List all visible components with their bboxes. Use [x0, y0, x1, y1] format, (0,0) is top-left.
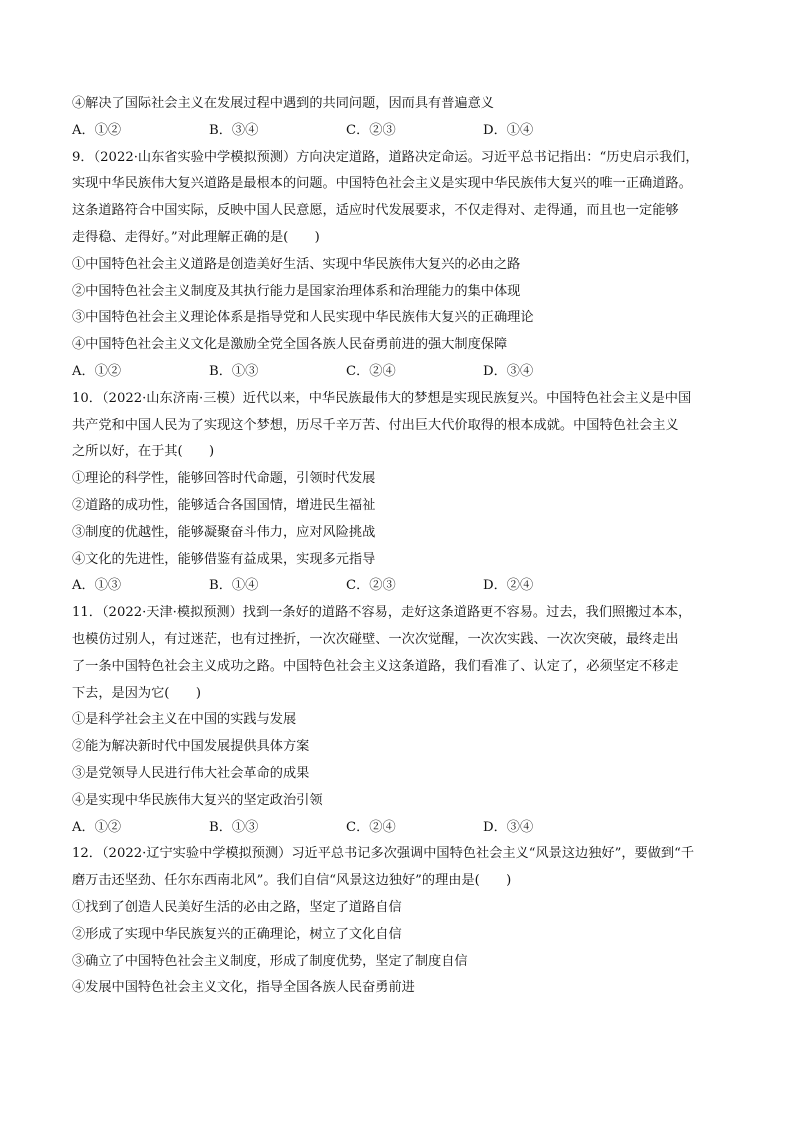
answer-option: A．①② — [72, 122, 122, 138]
text-line: ①是科学社会主义在中国的实践与发展 — [72, 712, 297, 728]
answer-option: C．②④ — [346, 819, 396, 835]
text-line: 之所以好，在于其( ) — [72, 444, 215, 460]
answer-option: C．②③ — [346, 578, 396, 594]
answer-options — [72, 815, 732, 842]
answer-option: D．③④ — [483, 363, 534, 379]
text-line: ①找到了创造人民美好生活的必由之路，坚定了道路自信 — [72, 899, 402, 915]
text-line: 共产党和中国人民为了实现这个梦想，历尽千辛万苦、付出巨大代价取得的根本成就。中国特色社会主义 — [72, 417, 679, 433]
text-line: ②道路的成功性，能够适合各国国情，增进民生福祉 — [72, 497, 376, 513]
answer-option: A．①② — [72, 819, 122, 835]
text-line: ③中国特色社会主义理论体系是指导党和人民实现中华民族伟大复兴的正确理论 — [72, 310, 534, 326]
text-line: 了一条中国特色社会主义成功之路。中国特色社会主义这条道路，我们看准了、认定了，必须坚定不移走 — [72, 658, 679, 674]
answer-option: C．②③ — [346, 122, 396, 138]
text-line: ②中国特色社会主义制度及其执行能力是国家治理体系和治理能力的集中体现 — [72, 283, 521, 299]
text-line: 实现中华民族伟大复兴道路是最根本的问题。中国特色社会主义是实现中华民族伟大复兴的唯一正确道路。 — [72, 176, 692, 192]
answer-option: D．③④ — [483, 819, 534, 835]
text-line: 10．（2022·山东济南·三模）近代以来，中华民族最伟大的梦想是实现民族复兴。中国特色社会主义是中国 — [72, 390, 692, 406]
text-line: 9．（2022·山东省实验中学模拟预测）方向决定道路，道路决定命运。习近平总书记指出：“历史启示我们， — [72, 149, 699, 165]
answer-options — [72, 118, 732, 145]
text-line: ③是党领导人民进行伟大社会革命的成果 — [72, 765, 310, 781]
text-line: ④发展中国特色社会主义文化，指导全国各族人民奋勇前进 — [72, 980, 415, 996]
text-line: 11．（2022·天津·模拟预测）找到一条好的道路不容易，走好这条道路更不容易。过去，我们照搬过本本， — [72, 605, 692, 621]
answer-option: A．①③ — [72, 578, 122, 594]
text-line: 磨万击还坚劲、任尔东西南北风”。我们自信“风景这边独好”的理由是( ) — [72, 873, 512, 889]
answer-option: D．②④ — [483, 578, 534, 594]
answer-option: C．②④ — [346, 363, 396, 379]
text-line: ①理论的科学性，能够回答时代命题，引领时代发展 — [72, 471, 376, 487]
text-line: 这条道路符合中国实际，反映中国人民意愿，适应时代发展要求，不仅走得对、走得通，而且也一定能够 — [72, 203, 679, 219]
answer-option: B．③④ — [209, 122, 259, 138]
text-line: ①中国特色社会主义道路是创造美好生活、实现中华民族伟大复兴的必由之路 — [72, 256, 521, 272]
answer-option: D．①④ — [483, 122, 534, 138]
text-line: 也模仿过别人，有过迷茫，也有过挫折，一次次碰壁、一次次觉醒，一次次实践、一次次突破，最终走出 — [72, 631, 679, 647]
text-line: ④文化的先进性，能够借鉴有益成果，实现多元指导 — [72, 551, 376, 567]
text-line: ③制度的优越性，能够凝聚奋斗伟力，应对风险挑战 — [72, 524, 376, 540]
answer-option: A．①② — [72, 363, 122, 379]
answer-option: B．①③ — [209, 819, 259, 835]
answer-options — [72, 573, 732, 600]
exam-page — [72, 91, 732, 1002]
text-line: 走得稳、走得好。”对此理解正确的是( ) — [72, 229, 320, 245]
text-line: ④是实现中华民族伟大复兴的坚定政治引领 — [72, 792, 323, 808]
answer-options — [72, 359, 732, 386]
text-line: ②形成了实现中华民族复兴的正确理论，树立了文化自信 — [72, 926, 402, 942]
text-line: ④中国特色社会主义文化是激励全党全国各族人民奋勇前进的强大制度保障 — [72, 337, 508, 353]
answer-option: B．①④ — [209, 578, 259, 594]
text-line: ②能为解决新时代中国发展提供具体方案 — [72, 739, 310, 755]
text-line: ④解决了国际社会主义在发展过程中遇到的共同问题，因而具有普遍意义 — [72, 96, 494, 111]
text-line: 下去，是因为它( ) — [72, 685, 201, 701]
text-line: 12．（2022·辽宁实验中学模拟预测）习近平总书记多次强调中国特色社会主义“风景这边独好”，要做到“千 — [72, 846, 695, 862]
text-line: ③确立了中国特色社会主义制度，形成了制度优势，坚定了制度自信 — [72, 953, 468, 969]
answer-option: B．①③ — [209, 363, 259, 379]
